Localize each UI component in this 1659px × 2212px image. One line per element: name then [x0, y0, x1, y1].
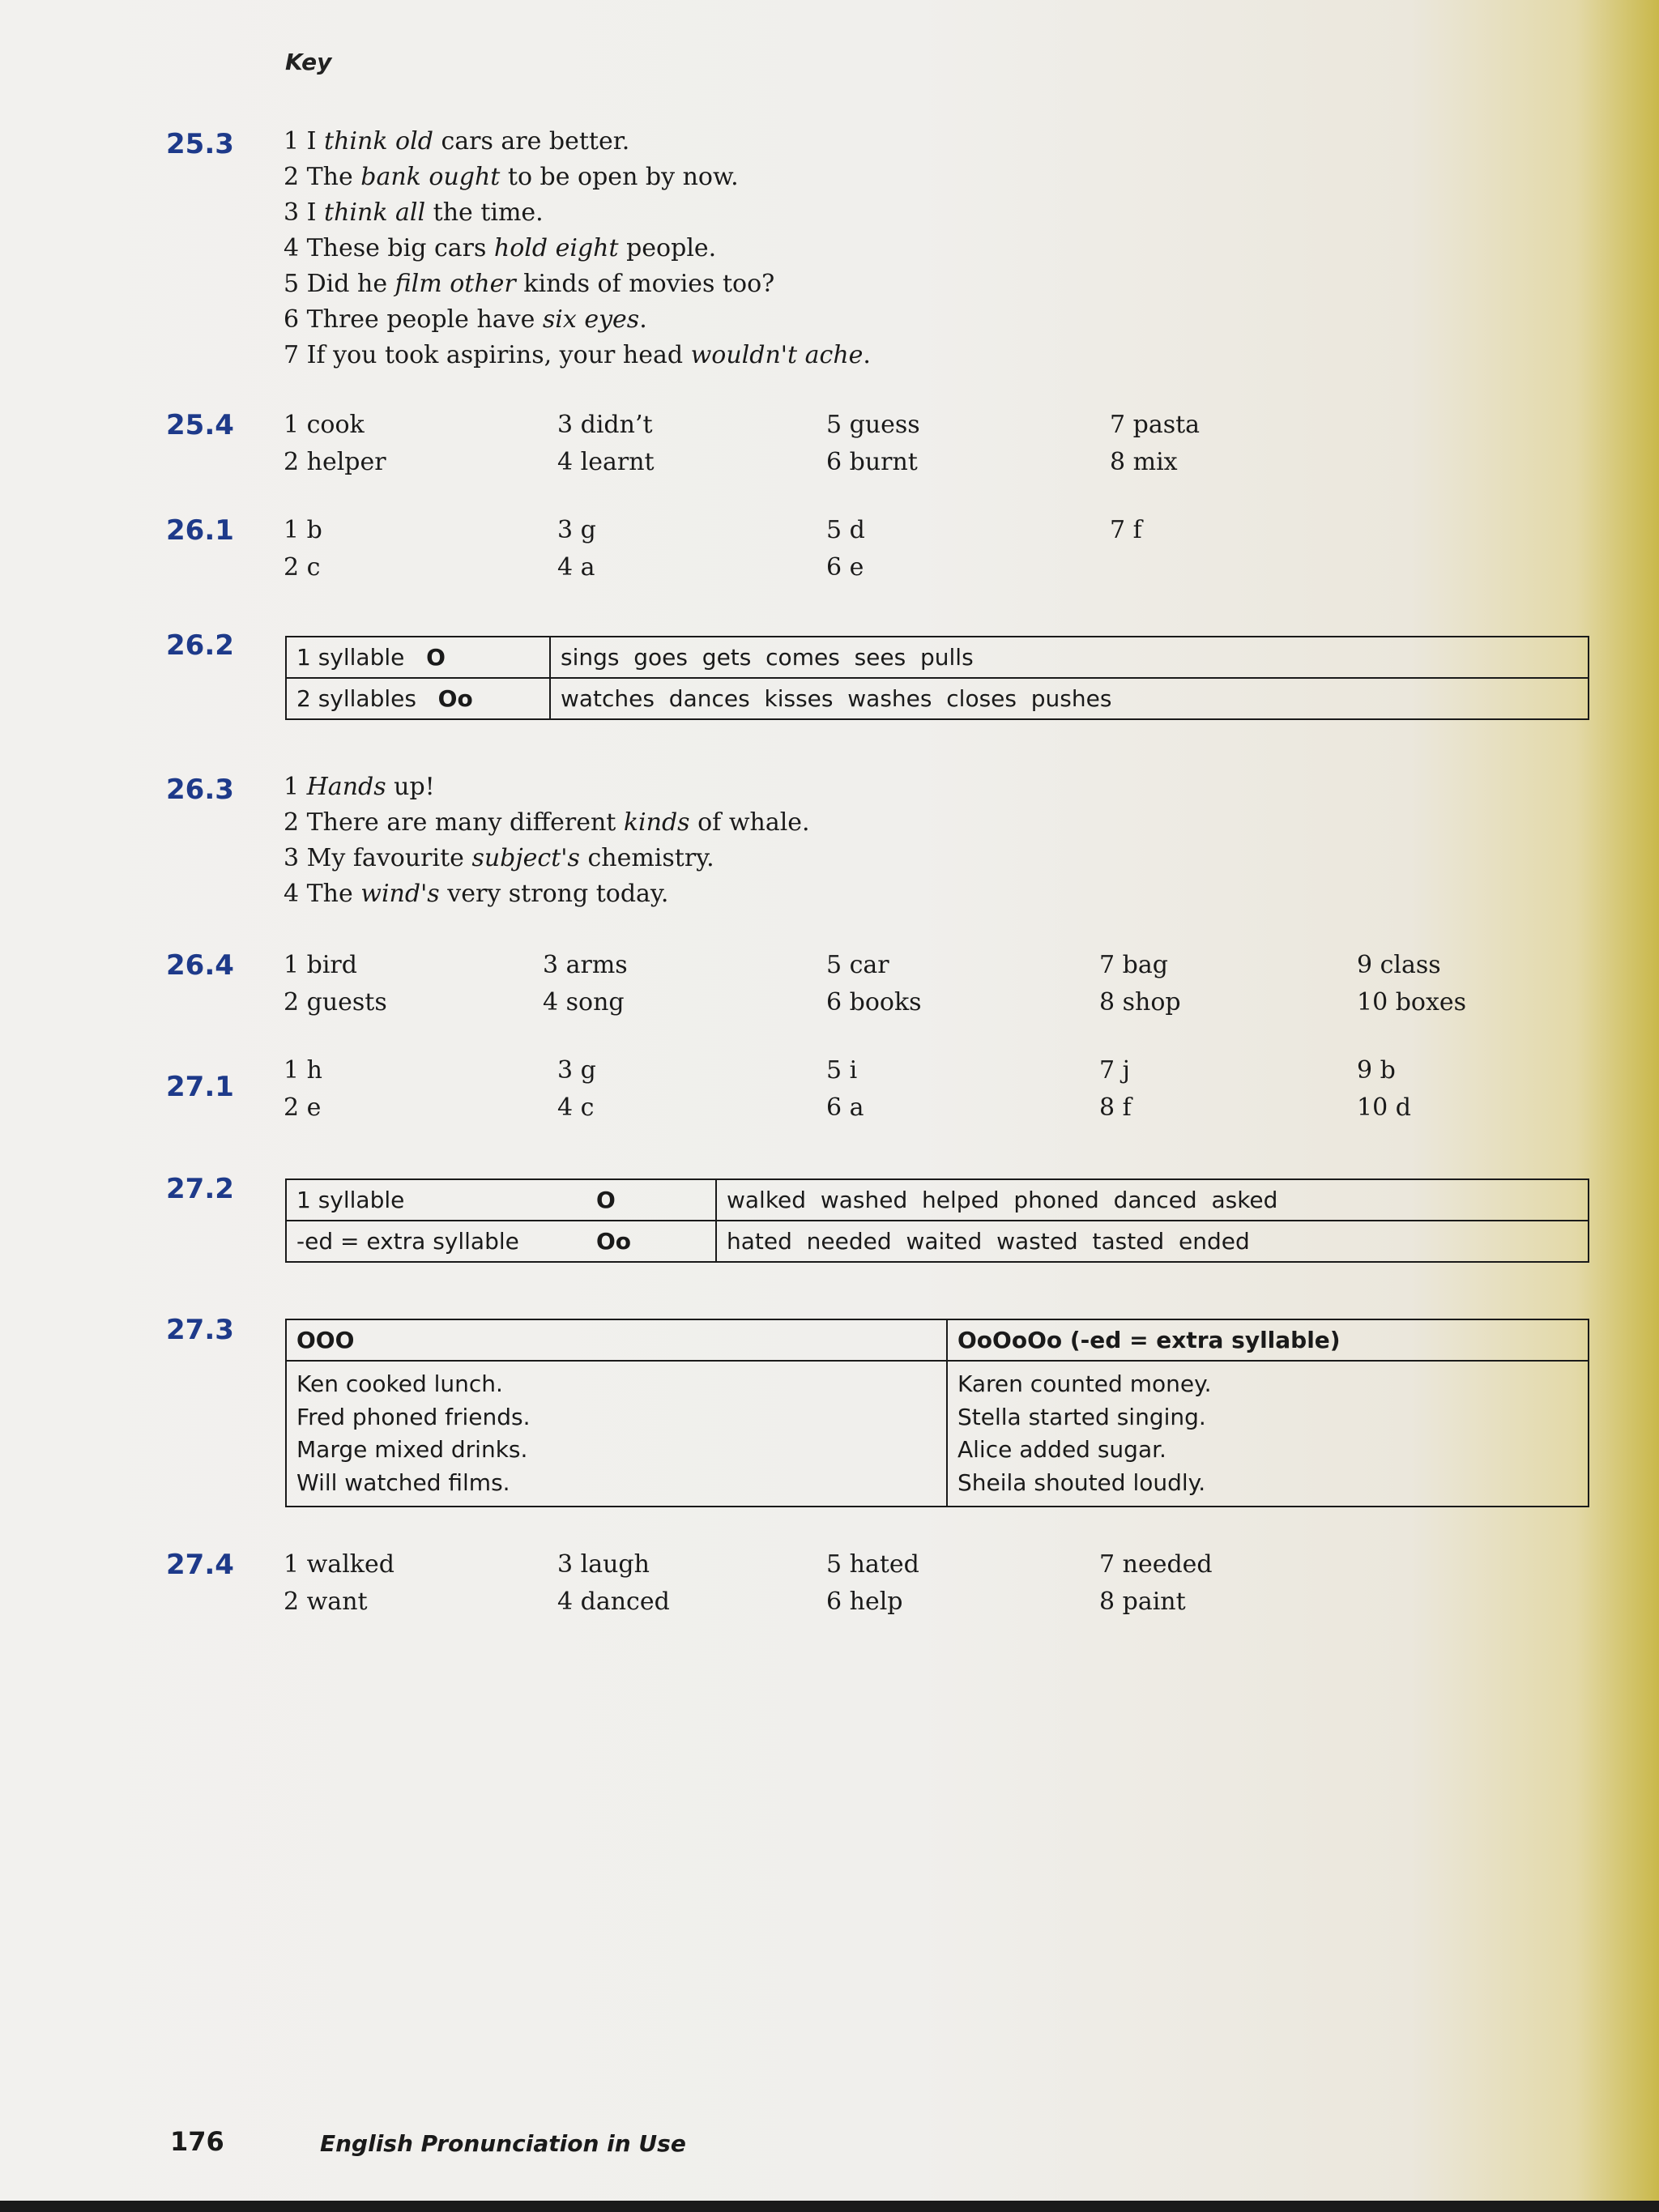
answer-item: 3 g: [557, 516, 596, 544]
answer-item: 2 helper: [284, 448, 386, 476]
answer-item: 7 bag: [1099, 951, 1168, 979]
stressed-words: Hands: [306, 773, 386, 801]
answer-item: 7 j: [1099, 1056, 1130, 1085]
section-number: 25.4: [166, 409, 234, 441]
answer-item: 5 d: [826, 516, 865, 544]
line-text: There are many different: [299, 808, 624, 837]
section-number: 27.2: [166, 1173, 234, 1205]
answer-item: 10 d: [1357, 1093, 1411, 1122]
stressed-words: subject's: [471, 844, 580, 872]
answer-item: 8 mix: [1110, 448, 1178, 476]
line-text: cars are better.: [433, 127, 630, 156]
table-row: [286, 1179, 1589, 1221]
line-text: .: [863, 341, 871, 369]
answer-item: 7 f: [1110, 516, 1142, 544]
stressed-words: think old: [324, 127, 433, 156]
answer-item: 9 b: [1357, 1056, 1396, 1085]
line-text: .: [639, 305, 647, 334]
stress-code: Oo: [437, 685, 473, 712]
line-text: I: [299, 198, 325, 227]
answer-item: 1 h: [284, 1056, 322, 1085]
answer-item: 8 shop: [1099, 988, 1181, 1016]
answer-item: 8 f: [1099, 1093, 1132, 1122]
sentence: Marge mixed drinks.: [296, 1436, 528, 1464]
line-number: 6: [284, 305, 300, 334]
line-text: These big cars: [299, 234, 494, 262]
line-number: 2: [284, 163, 300, 191]
table-cell-words: sings goes gets comes sees pulls: [550, 637, 1589, 678]
section-number: 26.3: [166, 774, 234, 806]
line-text: Three people have: [299, 305, 543, 334]
answer-line: [284, 343, 871, 368]
line-number: 3: [284, 198, 300, 227]
page-number: 176: [170, 2126, 224, 2157]
answer-item: 4 danced: [557, 1588, 670, 1616]
line-number: 4: [284, 880, 300, 908]
answer-item: 5 car: [826, 951, 889, 979]
line-text: If you took aspirins, your head: [299, 341, 691, 369]
line-text: My favourite: [299, 844, 472, 872]
stressed-words: hold eight: [493, 234, 619, 262]
section-number: 26.1: [166, 514, 234, 547]
answer-item: 9 class: [1357, 951, 1441, 979]
stress-code: O: [596, 1187, 616, 1213]
answer-item: 3 didn’t: [557, 411, 653, 439]
answer-item: 1 b: [284, 516, 322, 544]
sentence: Alice added sugar.: [957, 1436, 1166, 1464]
line-text: The: [299, 880, 361, 908]
answer-item: 7 pasta: [1110, 411, 1201, 439]
sentence-table-27-3: [285, 1319, 1589, 1507]
answer-line: [284, 234, 717, 262]
stress-code: O: [426, 644, 446, 671]
line-text: chemistry.: [579, 844, 714, 872]
table-header-row: [286, 1319, 1589, 1361]
line-number: 2: [284, 808, 300, 837]
table-cell-label: -ed = extra syllable Oo: [286, 1221, 716, 1262]
column-header: OOO: [286, 1319, 947, 1361]
sentence: Ken cooked lunch.: [296, 1370, 503, 1397]
answer-item: 6 help: [826, 1588, 903, 1616]
answer-item: 2 guests: [284, 988, 387, 1016]
table-row: [286, 678, 1589, 719]
section-number: 27.1: [166, 1071, 234, 1103]
answer-item: 6 a: [826, 1093, 864, 1122]
table-row: [286, 637, 1589, 678]
section-number: 26.2: [166, 629, 234, 662]
table-cell-words: hated needed waited wasted tasted ended: [716, 1221, 1589, 1262]
line-number: 4: [284, 234, 300, 262]
stressed-words: six eyes: [542, 305, 640, 334]
line-text: very strong today.: [439, 880, 669, 908]
table-cell-words: walked washed helped phoned danced asked: [716, 1179, 1589, 1221]
table-row: [286, 1221, 1589, 1262]
column-header: OoOoOo (-ed = extra syllable): [947, 1319, 1589, 1361]
answer-line: [284, 272, 774, 296]
sentence: Karen counted money.: [957, 1370, 1212, 1397]
answer-item: 1 bird: [284, 951, 357, 979]
answer-item: 1 cook: [284, 411, 365, 439]
line-text: up!: [386, 773, 435, 801]
answer-line: [284, 882, 668, 906]
line-text: kinds of movies too?: [515, 270, 775, 298]
line-text: [299, 773, 307, 801]
answer-item: 4 learnt: [557, 448, 655, 476]
stressed-words: wouldn't ache: [690, 341, 864, 369]
line-text: I: [299, 127, 325, 156]
stressed-words: film other: [394, 270, 516, 298]
line-text: to be open by now.: [500, 163, 739, 191]
answer-line: [284, 775, 435, 799]
page-header-key: Key: [285, 49, 332, 75]
answer-item: 4 c: [557, 1093, 595, 1122]
answer-line: [284, 198, 544, 227]
answer-item: 6 burnt: [826, 448, 918, 476]
section-number: 26.4: [166, 949, 234, 982]
syllable-table-26-2: [285, 636, 1589, 720]
stressed-words: think all: [324, 198, 426, 227]
line-text: Did he: [299, 270, 395, 298]
answer-line: [284, 846, 714, 871]
stressed-words: kinds: [623, 808, 690, 837]
answer-item: 2 e: [284, 1093, 322, 1122]
stressed-words: wind's: [360, 880, 440, 908]
answer-item: 10 boxes: [1357, 988, 1467, 1016]
answer-item: 6 e: [826, 553, 864, 582]
answer-item: 5 guess: [826, 411, 920, 439]
answer-item: 2 want: [284, 1588, 368, 1616]
table-cell-sentences: [947, 1361, 1589, 1507]
line-number: 7: [284, 341, 300, 369]
answer-line: [284, 127, 630, 156]
table-row: [286, 1361, 1589, 1507]
table-cell-words: watches dances kisses washes closes pushes: [550, 678, 1589, 719]
syllable-table-27-2: [285, 1178, 1589, 1263]
answer-item: 4 song: [543, 988, 625, 1016]
line-number: 3: [284, 844, 300, 872]
page-bottom-edge: [0, 2201, 1659, 2212]
line-number: 1: [284, 773, 300, 801]
sentence: Stella started singing.: [957, 1403, 1206, 1430]
table-cell-label: 1 syllable O: [286, 637, 550, 678]
answer-item: 1 walked: [284, 1550, 394, 1579]
line-number: 5: [284, 270, 300, 298]
answer-item: 3 g: [557, 1056, 596, 1085]
stressed-words: bank ought: [360, 163, 501, 191]
sentence: Fred phoned friends.: [296, 1403, 531, 1430]
answer-line: [284, 305, 647, 334]
sentence: Will watched films.: [296, 1468, 510, 1496]
sentence: Sheila shouted loudly.: [957, 1468, 1206, 1496]
table-cell-sentences: [286, 1361, 947, 1507]
answer-item: 3 laugh: [557, 1550, 650, 1579]
section-number: 27.3: [166, 1314, 234, 1346]
line-number: 1: [284, 127, 300, 156]
table-cell-label: 1 syllable O: [286, 1179, 716, 1221]
answer-item: 4 a: [557, 553, 595, 582]
answer-item: 5 hated: [826, 1550, 919, 1579]
answer-item: 2 c: [284, 553, 321, 582]
stress-code: Oo: [596, 1228, 632, 1255]
line-text: people.: [618, 234, 717, 262]
answer-item: 3 arms: [543, 951, 628, 979]
table-cell-label: 2 syllables Oo: [286, 678, 550, 719]
answer-line: [284, 165, 739, 190]
section-number: 25.3: [166, 128, 234, 160]
answer-item: 6 books: [826, 988, 922, 1016]
answer-item: 8 paint: [1099, 1588, 1186, 1616]
line-text: the time.: [425, 198, 544, 227]
answer-item: 7 needed: [1099, 1550, 1213, 1579]
line-text: The: [299, 163, 361, 191]
line-text: of whale.: [689, 808, 810, 837]
book-title: English Pronunciation in Use: [320, 2130, 686, 2157]
answer-item: 5 i: [826, 1056, 858, 1085]
answer-line: [284, 808, 810, 837]
section-number: 27.4: [166, 1549, 234, 1581]
